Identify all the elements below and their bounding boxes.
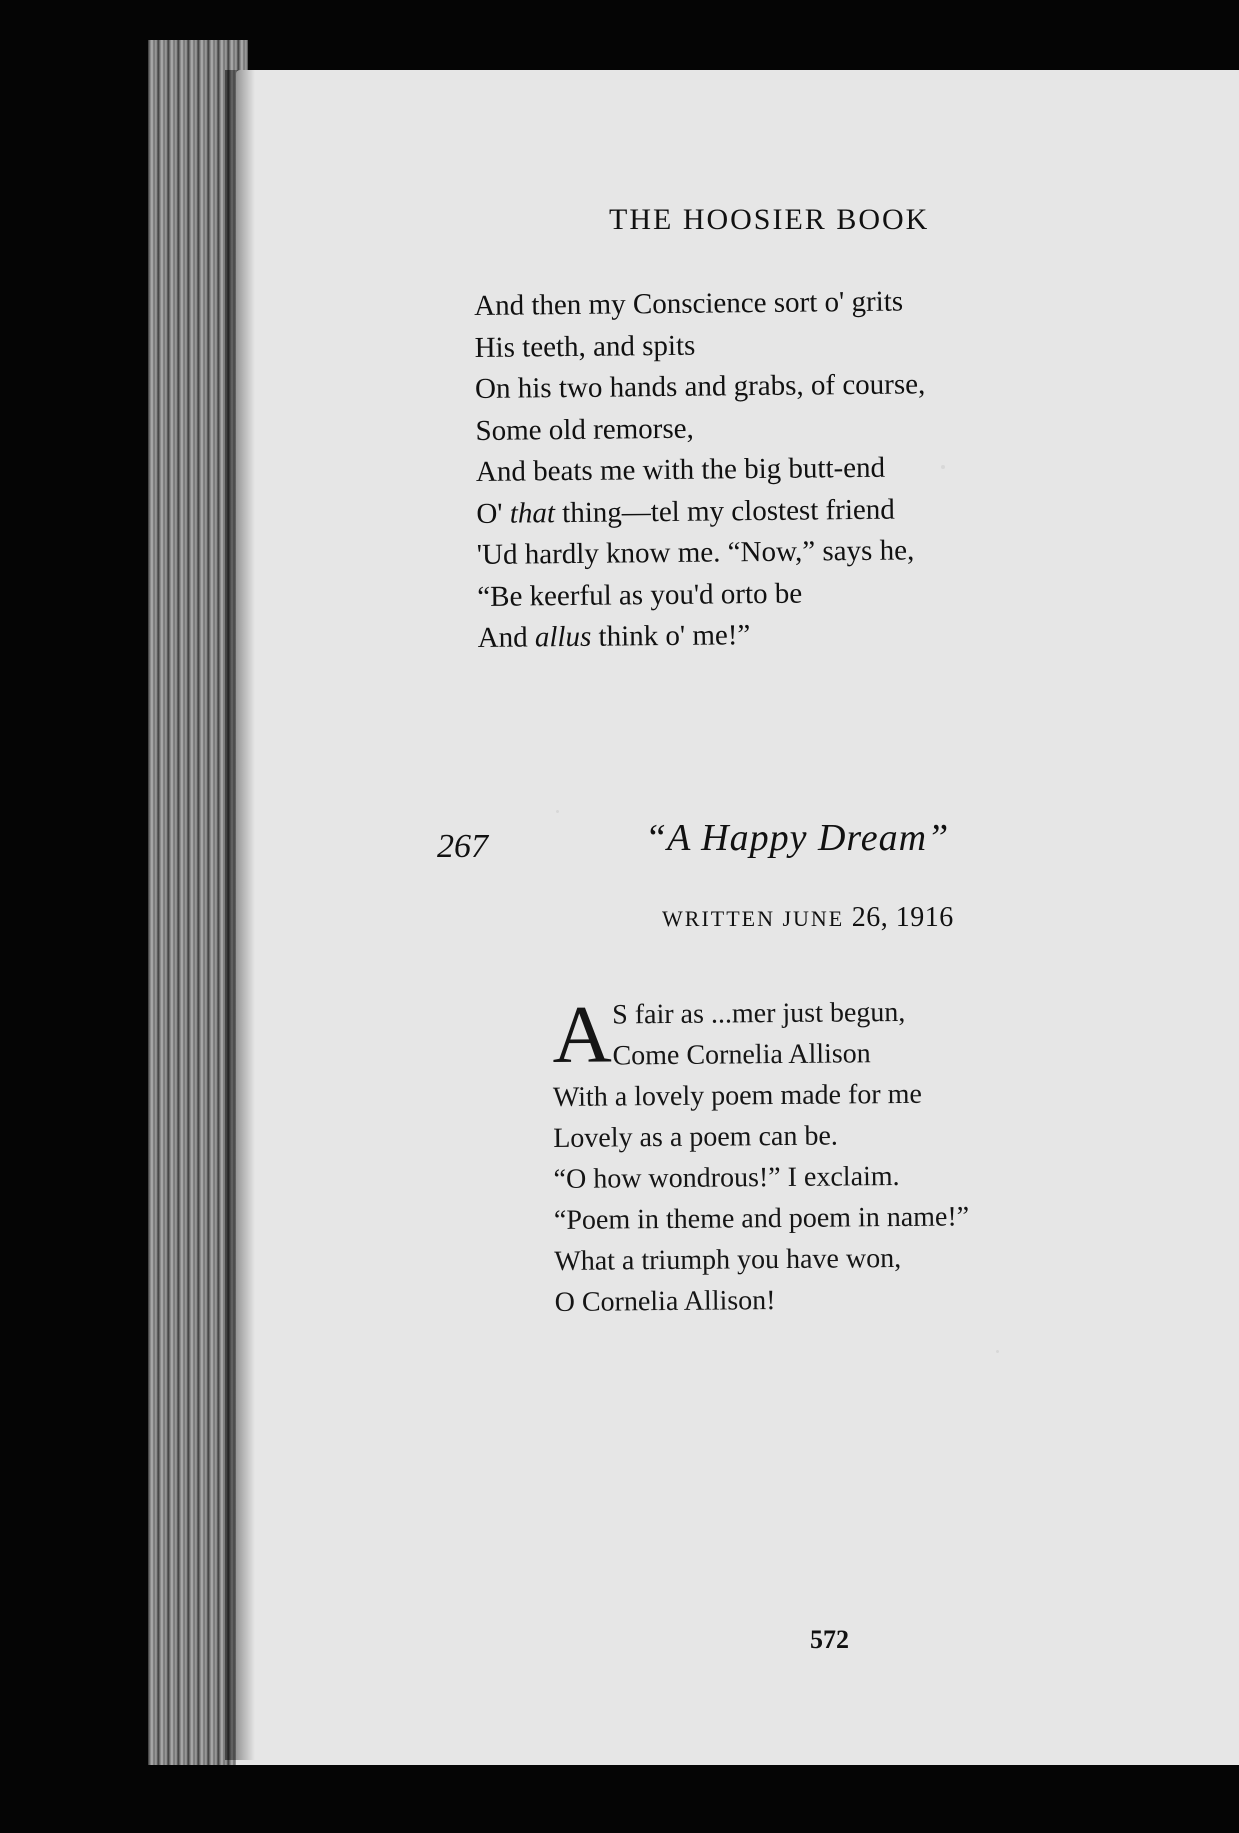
- stanza-line: [475, 364, 926, 410]
- stanza-line: [474, 323, 925, 369]
- poem-date-day: 26, 1916: [851, 902, 954, 933]
- stanza-line: [476, 447, 927, 493]
- poem-line: “O how wondrous!” I exclaim.: [553, 1160, 900, 1195]
- poem-line: “Poem in theme and poem in name!”: [553, 1201, 970, 1236]
- line-text: “Be keerful as you'd orto be: [477, 577, 803, 613]
- stanza-line: [477, 530, 928, 576]
- poem-title: “A Happy Dream”: [645, 817, 950, 859]
- page-number: 572: [810, 1625, 849, 1654]
- drop-cap: A: [551, 988, 612, 1080]
- line-text: And then my Conscience sort o' grits: [474, 285, 904, 322]
- italic-word: allus: [534, 620, 592, 654]
- line-text: 'Ud hardly know me. “Now,” says he,: [476, 534, 915, 571]
- stanza-line: [477, 572, 928, 618]
- poem-line: With a lovely poem made for me: [552, 1078, 923, 1113]
- stanza-line: [475, 406, 926, 452]
- poem-date-prefix: WRITTEN JUNE: [662, 906, 845, 931]
- poem-body: [551, 988, 970, 1323]
- gutter-shadow: [225, 70, 255, 1760]
- poem-second-line: [552, 1032, 968, 1077]
- poem-lines: [553, 1073, 970, 1323]
- line-text: On his two hands and grabs, of course,: [474, 368, 926, 405]
- poem-date: [662, 902, 954, 934]
- stanza-line: [474, 281, 925, 327]
- line-text: And beats me with the big butt-end: [475, 451, 886, 488]
- poem-line: O Cornelia Allison!: [554, 1285, 776, 1318]
- line-text: think o' me!”: [591, 619, 751, 653]
- running-head: THE HOOSIER BOOK: [609, 203, 930, 236]
- italic-word: that: [509, 496, 556, 530]
- stanza-line: [476, 489, 927, 535]
- poem-stanza-continued: [474, 281, 928, 659]
- line-text: O': [476, 497, 510, 530]
- line-text: Some old remorse,: [475, 412, 694, 447]
- line-text: His teeth, and spits: [474, 329, 696, 364]
- poem-first-line-text: S fair as ...mer just begun,: [612, 996, 906, 1031]
- poem-line: Lovely as a poem can be.: [553, 1120, 838, 1154]
- poem-line: What a triumph you have won,: [554, 1242, 902, 1277]
- line-text: And: [477, 621, 536, 654]
- stanza-line: [477, 613, 928, 659]
- line-text: thing—tel my clostest friend: [554, 493, 895, 529]
- poem-number: 267: [437, 828, 488, 865]
- poem-second-line-text: Come Cornelia Allison: [612, 1038, 871, 1072]
